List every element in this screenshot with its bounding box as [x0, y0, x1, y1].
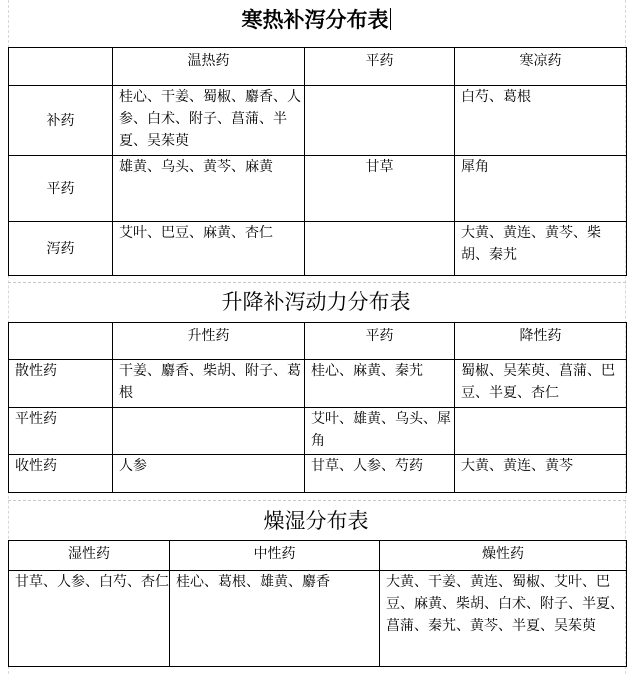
table-cell: [113, 408, 305, 455]
header-cell: [9, 48, 113, 86]
table-cell: 艾叶、巴豆、麻黄、杏仁: [113, 222, 305, 276]
section-divider: [8, 282, 626, 283]
header-cell: 平药: [305, 48, 455, 86]
header-cell: 中性药: [170, 541, 380, 571]
row-label: 泻药: [9, 222, 113, 276]
table-cell: 蜀椒、吴茱萸、菖蒲、巴豆、半夏、杏仁: [455, 360, 627, 408]
table-cell: 干姜、麝香、柴胡、附子、葛根: [113, 360, 305, 408]
header-cell: 温热药: [113, 48, 305, 86]
dry-damp-table: [8, 540, 627, 667]
table-cell: 桂心、葛根、雄黄、麝香: [170, 571, 380, 667]
table-cell: [305, 222, 455, 276]
ascend-descend-table: [8, 322, 627, 493]
header-cell: 湿性药: [9, 541, 170, 571]
table-cell: 甘草、人参、芍药: [305, 455, 455, 493]
table3-title: 燥湿分布表: [263, 509, 369, 533]
header-cell: [9, 323, 113, 360]
text-cursor: [390, 8, 391, 30]
table-cell: 艾叶、雄黄、乌头、犀角: [305, 408, 455, 455]
row-label: 散性药: [9, 360, 113, 408]
header-cell: 升性药: [113, 323, 305, 360]
table-cell: 白芍、葛根: [455, 86, 627, 156]
table1-title: 寒热补泻分布表: [241, 7, 389, 32]
table-cell: 雄黄、乌头、黄芩、麻黄: [113, 156, 305, 222]
table-cell: 大黄、黄连、黄芩、柴胡、秦艽: [455, 222, 627, 276]
row-label: 补药: [9, 86, 113, 156]
row-label: 收性药: [9, 455, 113, 493]
table-cell: 甘草、人参、白芍、杏仁: [9, 571, 170, 667]
table-cell: 人参: [113, 455, 305, 493]
cold-heat-table: [8, 47, 627, 276]
table-cell: 大黄、黄连、黄芩: [455, 455, 627, 493]
table-cell: [305, 86, 455, 156]
table-cell: 桂心、干姜、蜀椒、麝香、人参、白术、附子、菖蒲、半夏、吴茱萸: [113, 86, 305, 156]
table-cell: 桂心、麻黄、秦艽: [305, 360, 455, 408]
header-cell: 平药: [305, 323, 455, 360]
header-cell: 降性药: [455, 323, 627, 360]
table-cell: [455, 408, 627, 455]
table-cell: 大黄、干姜、黄连、蜀椒、艾叶、巴豆、麻黄、柴胡、白术、附子、半夏、菖蒲、秦艽、黄芩、半夏、吴茱萸: [380, 571, 627, 667]
section-divider: [8, 500, 626, 501]
table-cell: 甘草: [305, 156, 455, 222]
header-cell: 燥性药: [380, 541, 627, 571]
row-label: 平性药: [9, 408, 113, 455]
header-cell: 寒凉药: [455, 48, 627, 86]
table-cell: 犀角: [455, 156, 627, 222]
row-label: 平药: [9, 156, 113, 222]
table2-title: 升降补泻动力分布表: [221, 290, 411, 314]
